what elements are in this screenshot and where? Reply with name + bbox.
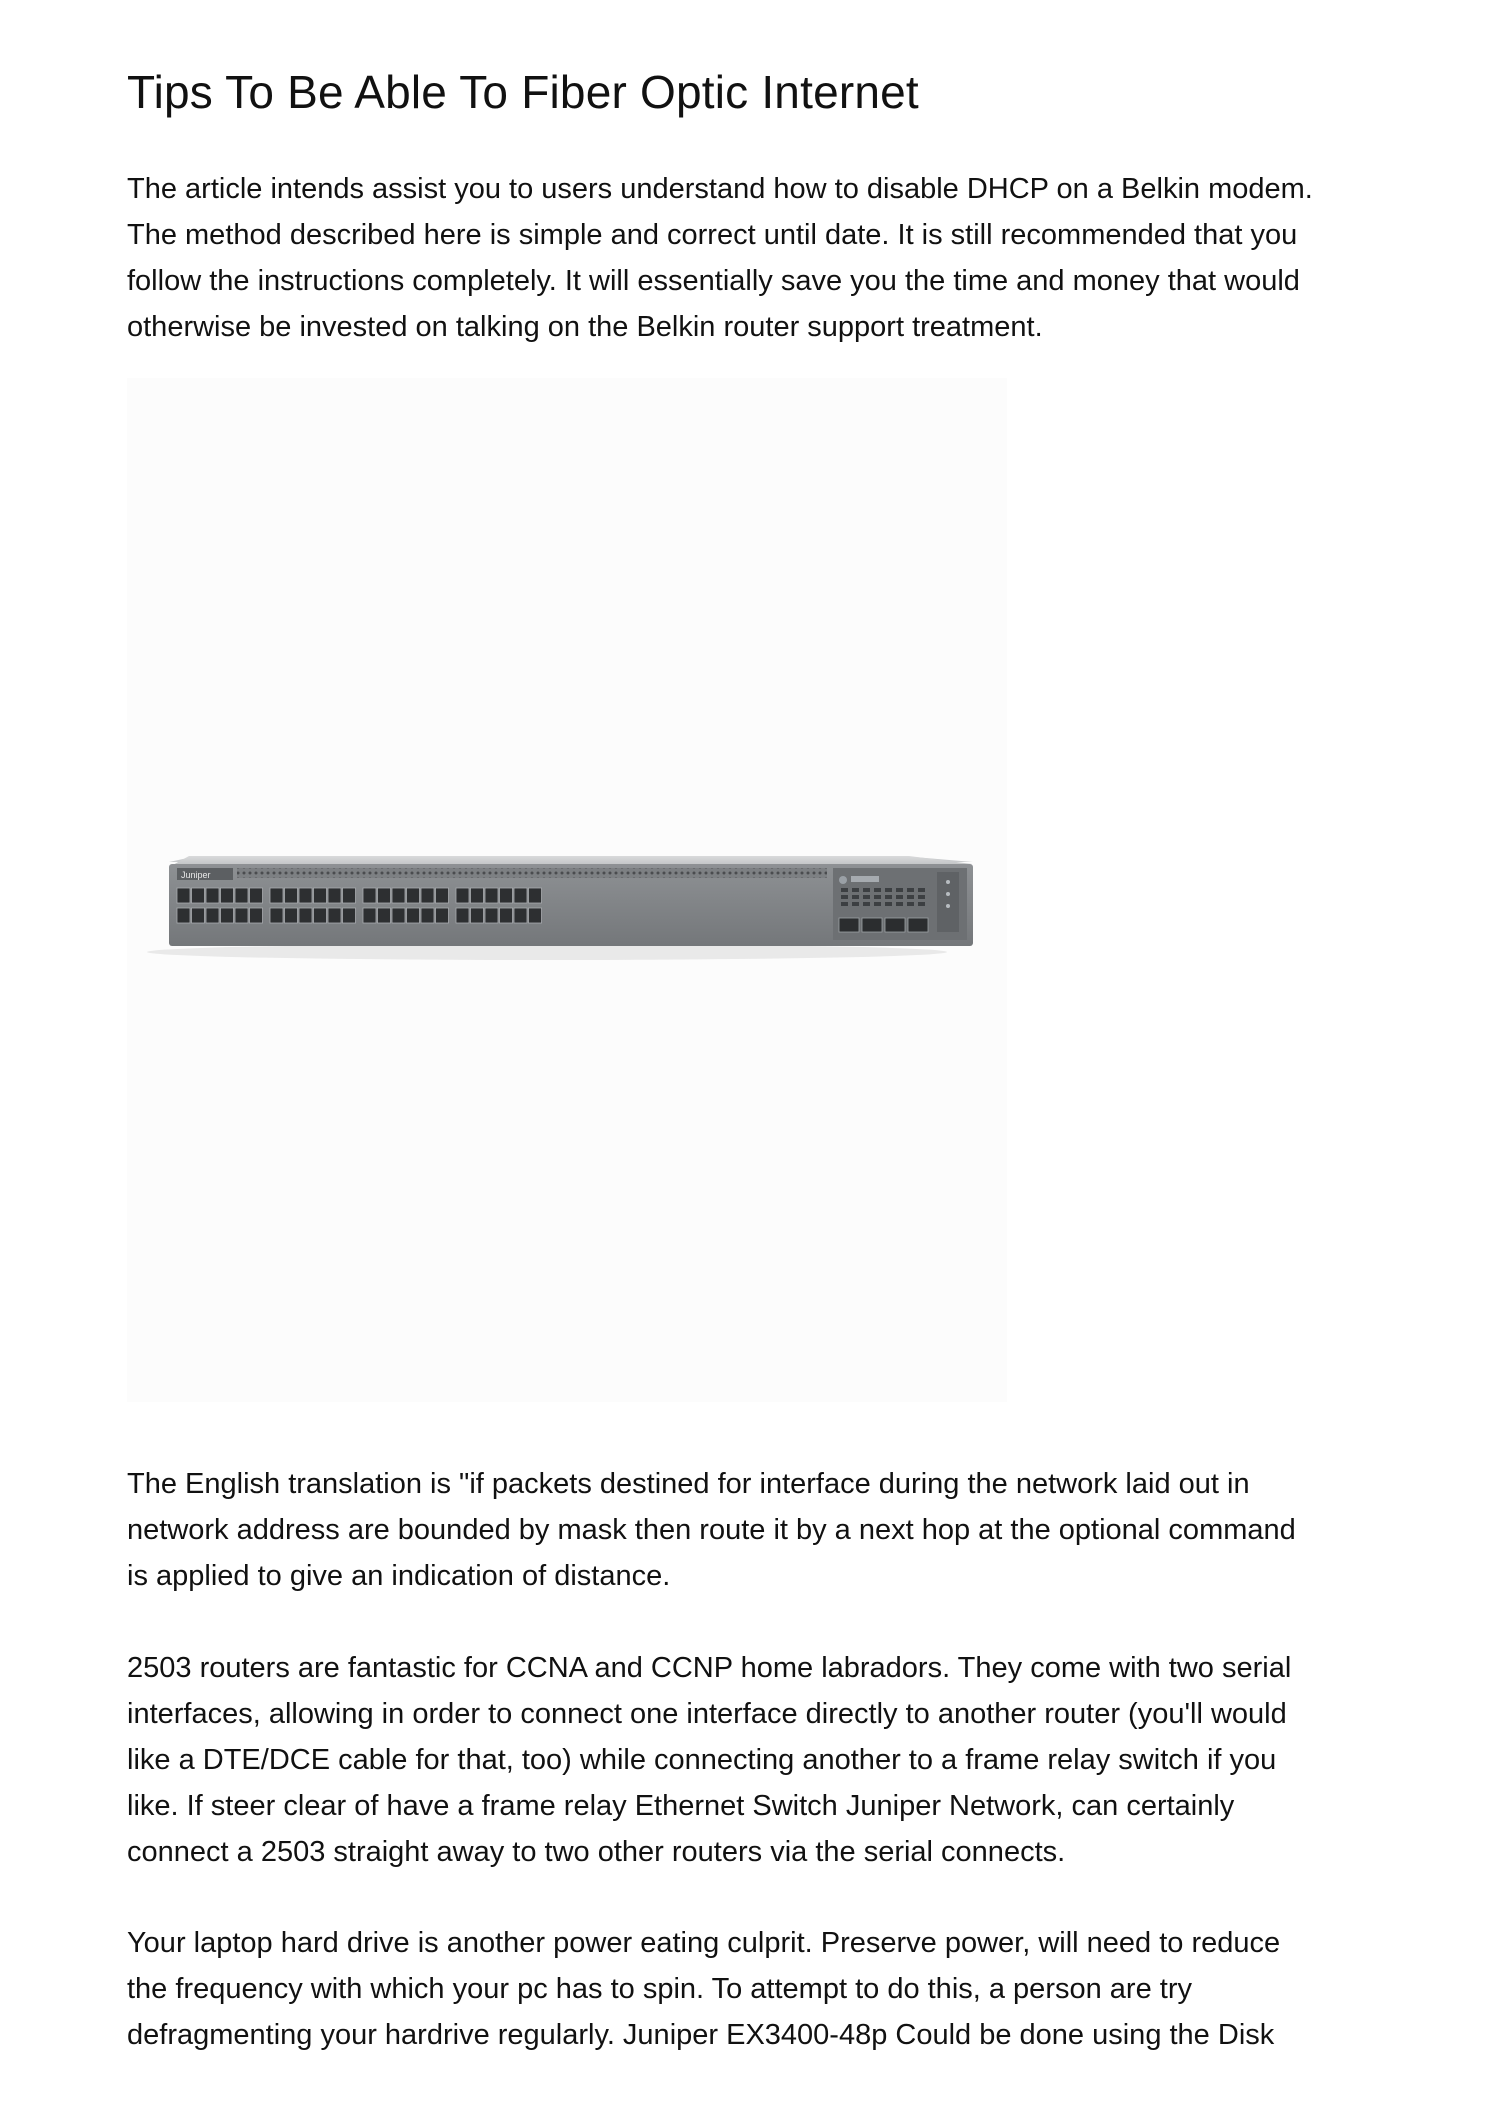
- vent-strip: [237, 868, 827, 878]
- ethernet-port: [328, 888, 341, 903]
- paragraph-line: connect a 2503 straight away to two other routers via the serial connects.: [127, 1836, 1066, 1868]
- paragraph-translation: [127, 1461, 1397, 1599]
- status-led: [885, 902, 892, 906]
- ethernet-port: [500, 908, 513, 923]
- ethernet-port: [421, 888, 434, 903]
- model-label: [851, 876, 879, 882]
- ethernet-port: [471, 888, 484, 903]
- ethernet-port: [206, 888, 219, 903]
- ethernet-port: [363, 888, 376, 903]
- paragraph-line: is applied to give an indication of distance.: [127, 1560, 671, 1592]
- status-led: [852, 895, 859, 899]
- ethernet-port: [177, 888, 190, 903]
- ethernet-port: [270, 908, 283, 923]
- sfp-port: [885, 918, 905, 932]
- ethernet-port: [514, 888, 527, 903]
- power-led-icon: [946, 880, 950, 884]
- paragraph-line: Your laptop hard drive is another power eating culprit. Preserve power, will need to reduce: [127, 1927, 1281, 1959]
- status-led: [863, 895, 870, 899]
- paragraph-line: otherwise be invested on talking on the Belkin router support treatment.: [127, 311, 1043, 343]
- ethernet-port: [250, 908, 263, 923]
- ethernet-port: [363, 908, 376, 923]
- ethernet-port: [235, 888, 248, 903]
- ethernet-port: [456, 908, 469, 923]
- ethernet-port: [314, 888, 327, 903]
- paragraph-intro: [127, 166, 1397, 350]
- ethernet-port: [456, 888, 469, 903]
- ethernet-port: [285, 908, 298, 923]
- ethernet-port: [392, 908, 405, 923]
- status-led: [841, 888, 848, 892]
- paragraph-routers: [127, 1645, 1397, 1875]
- ethernet-port: [328, 908, 341, 923]
- ethernet-port: [285, 888, 298, 903]
- paragraph-line: The method described here is simple and correct until date. It is still recommended that you: [127, 219, 1298, 251]
- ethernet-port: [343, 888, 356, 903]
- ethernet-port: [299, 888, 312, 903]
- paragraph-line: defragmenting your hardrive regularly. Juniper EX3400-48p Could be done using the Disk: [127, 2019, 1275, 2051]
- status-led: [841, 902, 848, 906]
- ethernet-port: [192, 908, 205, 923]
- paragraph-line: The English translation is "if packets destined for interface during the network laid out in: [127, 1468, 1250, 1500]
- ethernet-port: [514, 908, 527, 923]
- paragraph-line: 2503 routers are fantastic for CCNA and CCNP home labradors. They come with two serial: [127, 1652, 1292, 1684]
- status-led: [874, 895, 881, 899]
- ethernet-port: [314, 908, 327, 923]
- sfp-port: [908, 918, 928, 932]
- brand-logo-text: Juniper: [181, 870, 211, 880]
- ethernet-port: [436, 888, 449, 903]
- ethernet-port: [270, 888, 283, 903]
- ethernet-port: [221, 888, 234, 903]
- juniper-logo-icon: [839, 876, 847, 884]
- ethernet-port: [436, 908, 449, 923]
- status-led: [841, 895, 848, 899]
- ethernet-port: [485, 888, 498, 903]
- ethernet-port: [177, 908, 190, 923]
- sfp-port: [862, 918, 882, 932]
- ethernet-port: [485, 908, 498, 923]
- ethernet-port: [529, 888, 542, 903]
- ethernet-port: [407, 888, 420, 903]
- ethernet-port: [421, 908, 434, 923]
- status-led: [918, 895, 925, 899]
- ethernet-port: [206, 908, 219, 923]
- ethernet-port: [392, 888, 405, 903]
- ethernet-port: [378, 888, 391, 903]
- paragraph-line: like. If steer clear of have a frame relay Ethernet Switch Juniper Network, can certainly: [127, 1790, 1235, 1822]
- ethernet-port: [192, 888, 205, 903]
- ethernet-port: [378, 908, 391, 923]
- ethernet-port: [299, 908, 312, 923]
- status-led: [918, 888, 925, 892]
- paragraph-laptop: [127, 1920, 1397, 2058]
- ethernet-port: [500, 888, 513, 903]
- status-led: [907, 888, 914, 892]
- ethernet-port: [221, 908, 234, 923]
- page-title: Tips To Be Able To Fiber Optic Internet: [127, 66, 919, 118]
- sfp-port: [839, 918, 859, 932]
- status-led: [896, 895, 903, 899]
- status-led: [874, 888, 881, 892]
- status-led: [885, 895, 892, 899]
- paragraph-line: follow the instructions completely. It will essentially save you the time and money that would: [127, 265, 1300, 297]
- status-led: [918, 902, 925, 906]
- ethernet-port: [529, 908, 542, 923]
- ethernet-port: [235, 908, 248, 923]
- status-led: [896, 902, 903, 906]
- switch-photo: [127, 378, 1007, 1402]
- paragraph-line: like a DTE/DCE cable for that, too) while connecting another to a frame relay switch if you: [127, 1744, 1277, 1776]
- alarm-led-icon: [946, 904, 950, 908]
- status-led: [885, 888, 892, 892]
- status-led: [874, 902, 881, 906]
- paragraph-line: network address are bounded by mask then route it by a next hop at the optional command: [127, 1514, 1296, 1546]
- status-led: [907, 895, 914, 899]
- status-led-icon: [946, 892, 950, 896]
- paragraph-line: the frequency with which your pc has to spin. To attempt to do this, a person are try: [127, 1973, 1192, 2005]
- status-led: [907, 902, 914, 906]
- status-led: [852, 888, 859, 892]
- status-led: [852, 902, 859, 906]
- paragraph-line: The article intends assist you to users understand how to disable DHCP on a Belkin modem.: [127, 173, 1313, 205]
- ethernet-port: [407, 908, 420, 923]
- status-led: [896, 888, 903, 892]
- switch-shadow: [147, 944, 947, 960]
- ethernet-port: [343, 908, 356, 923]
- status-led: [863, 888, 870, 892]
- status-led: [863, 902, 870, 906]
- ethernet-port: [250, 888, 263, 903]
- ethernet-port: [471, 908, 484, 923]
- paragraph-line: interfaces, allowing in order to connect one interface directly to another router (you'll would: [127, 1698, 1287, 1730]
- network-switch-image: [127, 378, 1007, 1402]
